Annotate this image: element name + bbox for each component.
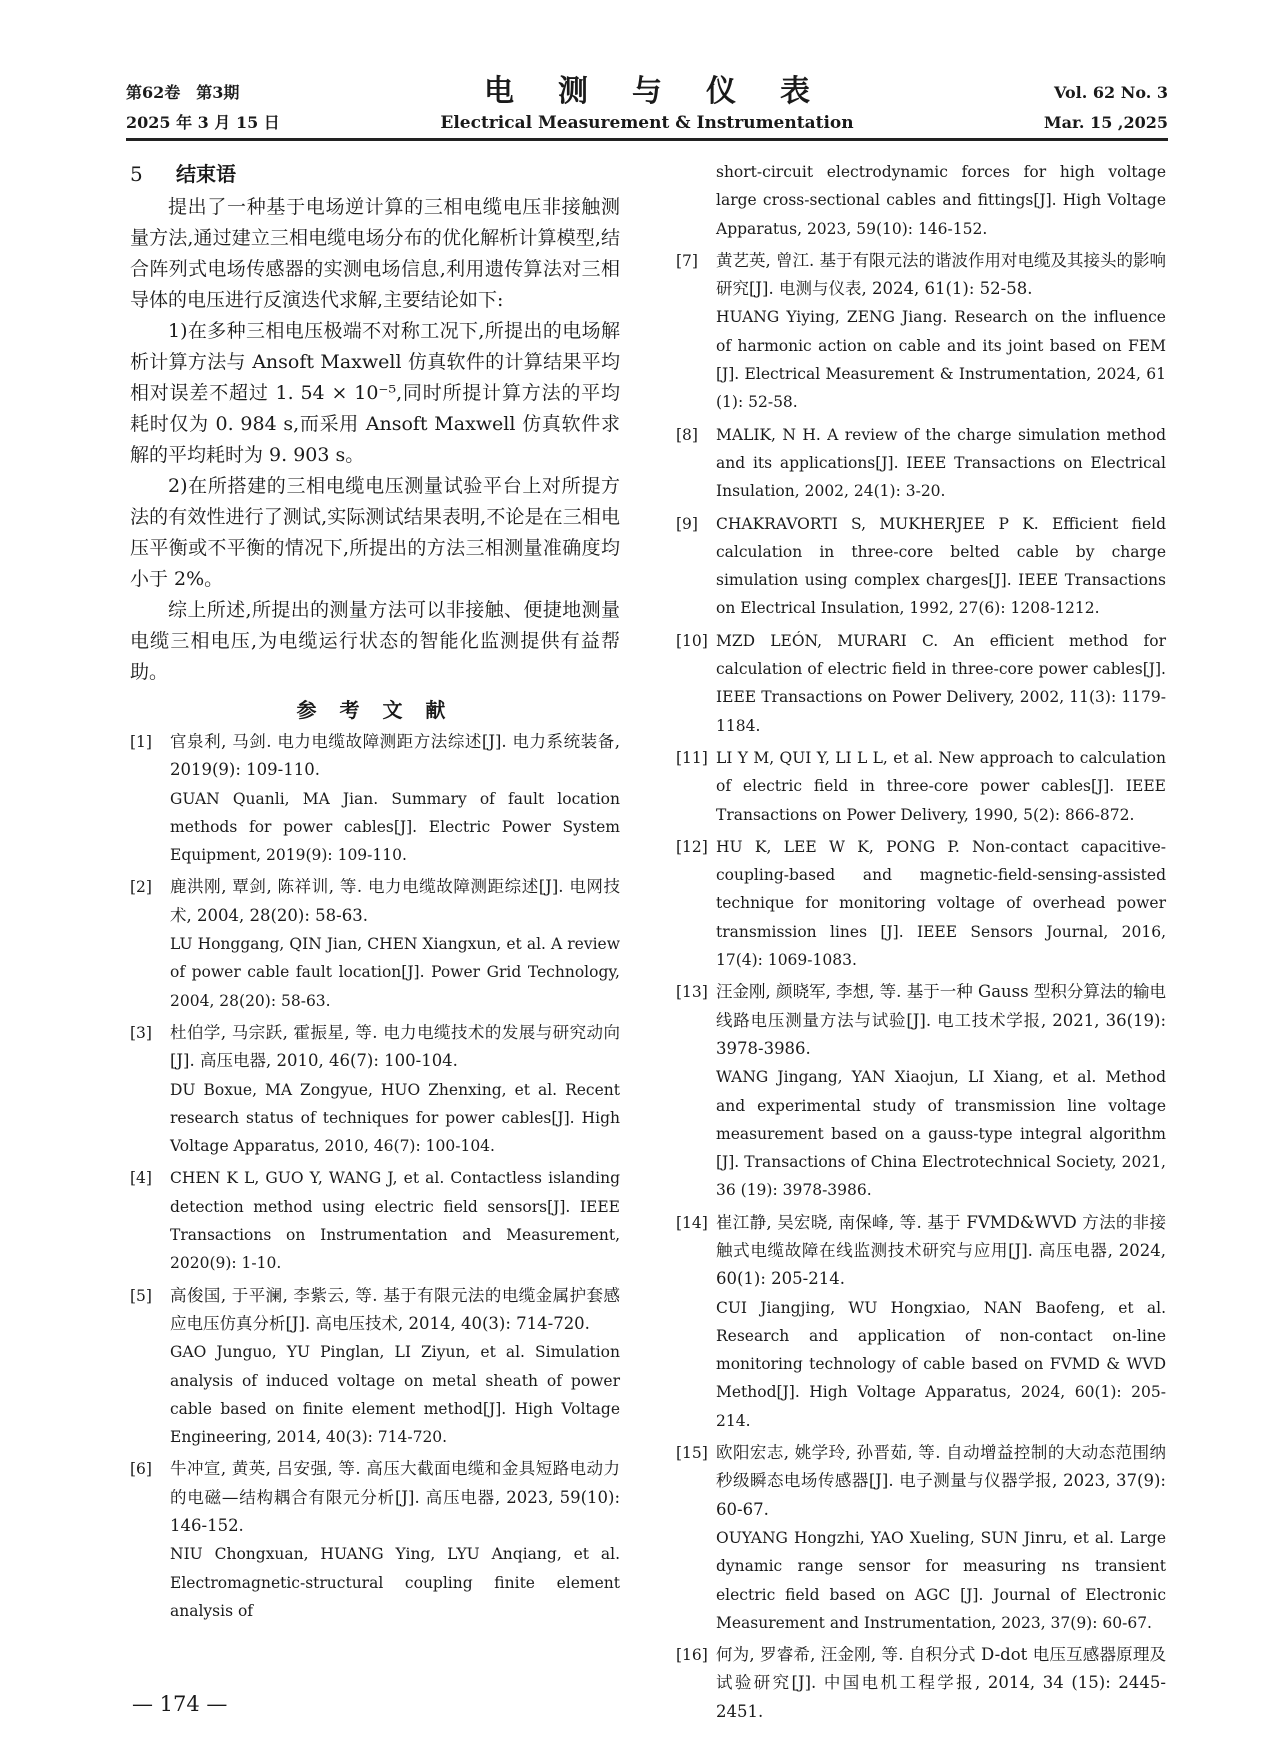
reference-number: [16]: [676, 1646, 708, 1665]
journal-title-cn: 电测与仪表: [484, 74, 854, 109]
reference-item: [130, 1455, 620, 1625]
conclusion-paragraph: 提出了一种基于电场逆计算的三相电缆电压非接触测量方法,通过建立三相电缆电场分布的优化解析计算模型,结合阵列式电场传感器的实测电场信息,利用遗传算法对三相导体的电压进行反演迭代求解,主要结论如下:: [130, 196, 620, 311]
reference-item: [676, 1209, 1166, 1435]
page-header: [126, 74, 1168, 136]
reference-number: [15]: [676, 1444, 708, 1463]
reference-item: [676, 1439, 1166, 1637]
right-column: [676, 158, 1166, 1730]
reference-item: [676, 833, 1166, 974]
reference-cn: 崔江静, 吴宏晓, 南保峰, 等. 基于 FVMD&WVD 方法的非接触式电缆故障在线监测技术研究与应用[J]. 高压电器, 2024, 60(1): 205-214.: [716, 1212, 1166, 1289]
reference-en: WANG Jingang, YAN Xiaojun, LI Xiang, et al. Method and experimental study of transmission line voltage measurement based on a gauss-type integral algorithm [J]. Transactions of China Electrotechnical Society, 2021, 36 (19): 3978-3986.: [716, 1068, 1166, 1200]
reference-number: [12]: [676, 837, 708, 856]
reference-item: [130, 1019, 620, 1160]
reference-cn: 何为, 罗睿希, 汪金刚, 等. 自积分式 D-dot 电压互感器原理及试验研究[J]. 中国电机工程学报, 2014, 34 (15): 2445-2451.: [716, 1645, 1166, 1721]
date-cn: 2025 年 3 月 15 日: [126, 113, 280, 132]
reference-item: [676, 627, 1166, 740]
reference-en: LU Honggang, QIN Jian, CHEN Xiangxun, et al. A review of power cable fault location[J]. Power Grid Technology, 2004, 28(20): 58-63.: [170, 935, 620, 1010]
header-right: [1044, 78, 1168, 138]
page-number: — 174 —: [132, 1692, 228, 1716]
reference-en: HUANG Yiying, ZENG Jiang. Research on the influence of harmonic action on cable and its joint based on FEM [J]. Electrical Measurement & Instrumentation, 2024, 61 (1): 52-58.: [716, 308, 1166, 412]
conclusion-paragraph: 综上所述,所提出的测量方法可以非接触、便捷地测量电缆三相电压,为电缆运行状态的智能化监测提供有益帮助。: [130, 599, 620, 683]
reference-number: [4]: [130, 1169, 152, 1188]
conclusion-paragraph: 2)在所搭建的三相电缆电压测量试验平台上对所提方法的有效性进行了测试,实际测试结果表明,不论是在三相电压平衡或不平衡的情况下,所提出的方法三相测量准确度均小于 2%。: [130, 475, 620, 590]
reference-item: [676, 421, 1166, 506]
reference-item: [130, 1282, 620, 1452]
reference-number: [14]: [676, 1213, 708, 1232]
reference-en: GAO Junguo, YU Pinglan, LI Ziyun, et al. Simulation analysis of induced voltage on metal sheath of power cable based on finite element method[J]. High Voltage Engineering, 2014, 40(3): 714-720.: [170, 1343, 620, 1447]
reference-number: [5]: [130, 1286, 152, 1305]
reference-item: [130, 1164, 620, 1277]
section-title: 结束语: [176, 162, 236, 186]
reference-cn: 欧阳宏志, 姚学玲, 孙晋茹, 等. 自动增益控制的大动态范围纳秒级瞬态电场传感器[J]. 电子测量与仪器学报, 2023, 37(9): 60-67.: [716, 1443, 1166, 1519]
reference-number: [11]: [676, 748, 708, 767]
references-heading: 参 考 文 献: [296, 698, 454, 722]
reference-en: HU K, LEE W K, PONG P. Non-contact capacitive-coupling-based and magnetic-field-sensing-assisted technique for monitoring voltage of overhead power transmission lines [J]. IEEE Sensors Journal, 2016, 17(4): 1069-1083.: [716, 837, 1166, 970]
reference-number: [13]: [676, 983, 708, 1002]
reference-number: [7]: [676, 251, 698, 270]
reference-en: NIU Chongxuan, HUANG Ying, LYU Anqiang, et al. Electromagnetic-structural coupling finite element analysis of: [170, 1545, 620, 1620]
reference-cn: 鹿洪刚, 覃剑, 陈祥训, 等. 电力电缆故障测距综述[J]. 电网技术, 2004, 28(20): 58-63.: [170, 877, 620, 925]
reference-number: [9]: [676, 514, 698, 533]
reference-item: [676, 247, 1166, 417]
reference-cn: 汪金刚, 颜晓军, 李想, 等. 基于一种 Gauss 型积分算法的输电线路电压测量方法与试验[J]. 电工技术学报, 2021, 36(19): 3978-3986.: [716, 982, 1166, 1058]
reference-list-left: [130, 728, 620, 1625]
reference-en: CHEN K L, GUO Y, WANG J, et al. Contactless islanding detection method using electric field sensors[J]. IEEE Transactions on Instrumentation and Measurement, 2020(9): 1-10.: [170, 1169, 620, 1273]
reference-cn: 黄艺英, 曾江. 基于有限元法的谐波作用对电缆及其接头的影响研究[J]. 电测与仪表, 2024, 61(1): 52-58.: [716, 250, 1166, 299]
left-column: [130, 158, 620, 1629]
reference-cn: 高俊国, 于平澜, 李紫云, 等. 基于有限元法的电缆金属护套感应电压仿真分析[J]. 高电压技术, 2014, 40(3): 714-720.: [170, 1285, 620, 1333]
reference-en: DU Boxue, MA Zongyue, HUO Zhenxing, et al. Recent research status of techniques for power cables[J]. High Voltage Apparatus, 2010, 46(7): 100-104.: [170, 1080, 620, 1156]
reference-number: [3]: [130, 1023, 152, 1042]
journal-title-en: Electrical Measurement & Instrumentation: [440, 113, 854, 133]
reference-number: [1]: [130, 733, 152, 751]
volume-issue-cn: 第62卷 第3期: [126, 83, 240, 102]
reference-en: CUI Jiangjing, WU Hongxiao, NAN Baofeng, et al. Research and application of non-contact on-line monitoring technology of cable based on FVMD & WVD Method[J]. High Voltage Apparatus, 2024, 60(1): 205-214.: [716, 1298, 1166, 1430]
reference-en: GUAN Quanli, MA Jian. Summary of fault location methods for power cables[J]. Electric Power System Equipment, 2019(9): 109-110.: [170, 789, 620, 865]
section-number: 5: [130, 162, 143, 186]
reference-cn: 官泉利, 马剑. 电力电缆故障测距方法综述[J]. 电力系统装备, 2019(9): 109-110.: [170, 732, 620, 780]
conclusion-paragraph: 1)在多种三相电压极端不对称工况下,所提出的电场解析计算方法与 Ansoft Maxwell 仿真软件的计算结果平均相对误差不超过 1. 54 × 10⁻⁵,同时所提计算方法的平均耗时仅为 0. 984 s,而采用 Ansoft Maxwell 仿真软件求解的平均耗时为 9. 903 s。: [130, 320, 620, 466]
reference-en: LI Y M, QUI Y, LI L L, et al. New approach to calculation of electric field in three-core power cables[J]. IEEE Transactions on Power Delivery, 1990, 5(2): 866-872.: [716, 748, 1166, 824]
reference-en: MALIK, N H. A review of the charge simulation method and its applications[J]. IEEE Transactions on Electrical Insulation, 2002, 24(1): 3-20.: [716, 425, 1166, 501]
reference-item: [676, 510, 1166, 623]
header-rule: [126, 138, 1168, 141]
reference-en: CHAKRAVORTI S, MUKHERJEE P K. Efficient field calculation in three-core belted cable by charge simulation using complex charges[J]. IEEE Transactions on Electrical Insulation, 1992, 27(6): 1208-1212.: [716, 514, 1166, 618]
reference-item: [676, 978, 1166, 1204]
reference-number: [6]: [130, 1460, 152, 1479]
reference-list-right: [676, 247, 1166, 1726]
volume-issue-en: Vol. 62 No. 3: [1054, 83, 1168, 102]
reference-continuation: [676, 158, 1166, 243]
reference-item: [676, 744, 1166, 829]
date-en: Mar. 15 ,2025: [1043, 113, 1168, 132]
reference-number: [8]: [676, 425, 698, 444]
reference-cn: 牛冲宣, 黄英, 吕安强, 等. 高压大截面电缆和金具短路电动力的电磁—结构耦合有限元分析[J]. 高压电器, 2023, 59(10): 146-152.: [170, 1459, 620, 1536]
header-center: [126, 74, 1168, 136]
reference-en: short-circuit electrodynamic forces for high voltage large cross-sectional cables and fittings[J]. High Voltage Apparatus, 2023, 59(10): 146-152.: [716, 163, 1166, 238]
reference-number: [2]: [130, 878, 152, 897]
reference-cn: 杜伯学, 马宗跃, 霍振星, 等. 电力电缆技术的发展与研究动向[J]. 高压电器, 2010, 46(7): 100-104.: [170, 1022, 620, 1071]
reference-item: [130, 728, 620, 869]
reference-en: OUYANG Hongzhi, YAO Xueling, SUN Jinru, et al. Large dynamic range sensor for measuring ns transient electric field based on AGC [J]. Journal of Electronic Measurement and Instrumentation, 2023, 37(9): 60-67.: [716, 1528, 1166, 1632]
section-heading: [130, 158, 620, 190]
reference-item: [130, 873, 620, 1014]
reference-en: MZD LEÓN, MURARI C. An efficient method for calculation of electric field in three-core power cables[J]. IEEE Transactions on Power Delivery, 2002, 11(3): 1179-1184.: [716, 631, 1166, 735]
reference-number: [10]: [676, 631, 708, 650]
reference-item: [676, 1641, 1166, 1726]
